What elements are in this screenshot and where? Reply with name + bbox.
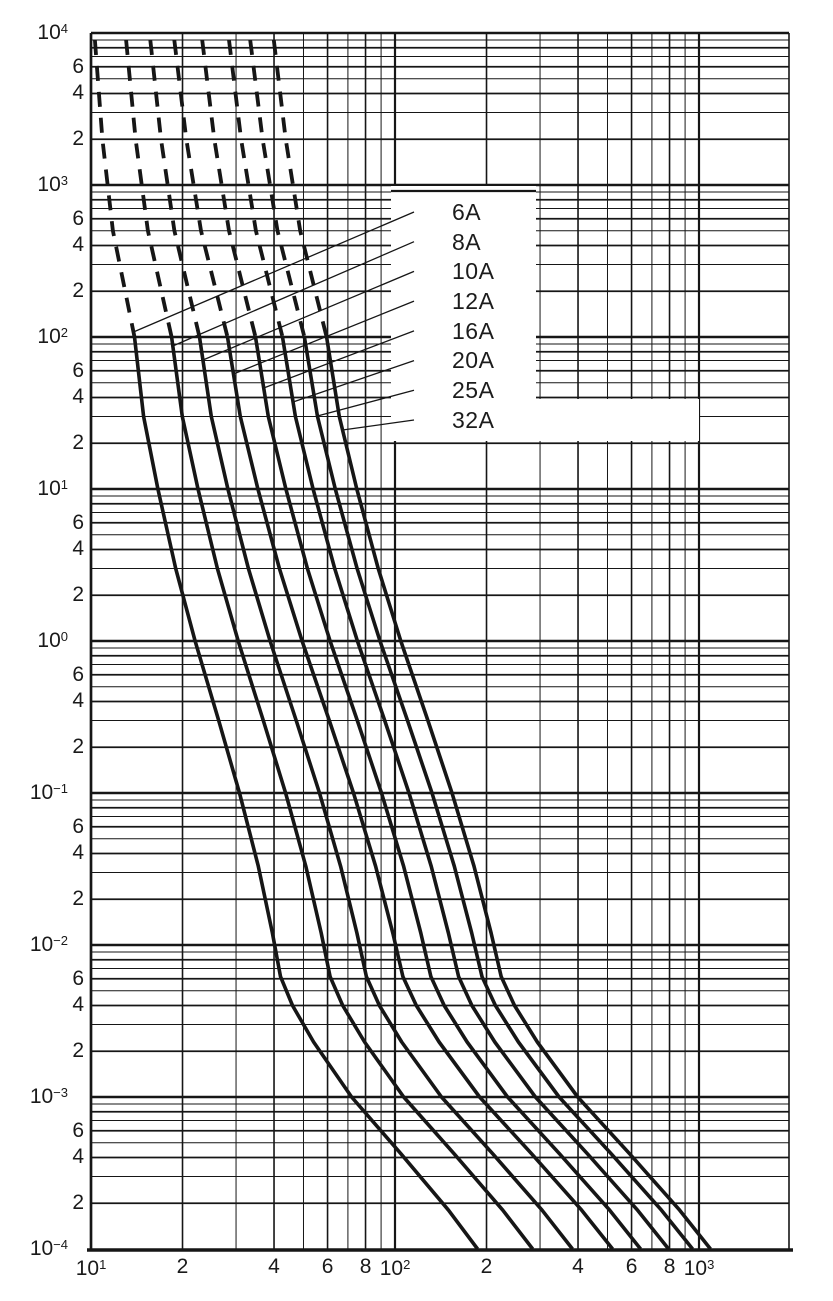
y-minor-label: 2 bbox=[72, 1039, 84, 1063]
y-minor-label: 2 bbox=[72, 735, 84, 759]
y-major-label-1e-4: $10^{-4}$ bbox=[29, 1237, 68, 1260]
legend-label-25a: 25A bbox=[452, 377, 495, 403]
curve-dashed-32A bbox=[274, 40, 327, 337]
curve-dashed-16A bbox=[202, 40, 255, 337]
legend-label-16a: 16A bbox=[452, 318, 495, 344]
x-minor-label: 6 bbox=[625, 1255, 638, 1278]
y-minor-label: 2 bbox=[72, 279, 84, 303]
y-minor-label: 6 bbox=[72, 662, 84, 686]
y-minor-label: 4 bbox=[72, 1145, 84, 1169]
legend-box bbox=[391, 186, 699, 441]
y-major-label-1e-2: $10^{-2}$ bbox=[29, 933, 68, 956]
y-minor-label: 4 bbox=[72, 385, 84, 409]
legend-label-10a: 10A bbox=[452, 258, 495, 284]
legend-label-32a: 32A bbox=[452, 407, 495, 433]
y-major-label-1e4: $10^4$ bbox=[37, 21, 68, 44]
y-major-label-1e2: $10^2$ bbox=[37, 325, 68, 348]
y-minor-label: 4 bbox=[72, 841, 84, 865]
y-major-label-1e1: $10^1$ bbox=[37, 477, 68, 500]
y-minor-label: 6 bbox=[72, 814, 84, 838]
x-minor-label: 6 bbox=[321, 1255, 334, 1278]
legend-label-6a: 6A bbox=[452, 199, 482, 225]
y-major-label-1e0: $10^0$ bbox=[37, 629, 68, 652]
y-major-label-1e-3: $10^{-3}$ bbox=[29, 1085, 68, 1108]
y-major-label-1e-1: $10^{-1}$ bbox=[29, 781, 68, 804]
y-minor-label: 2 bbox=[72, 583, 84, 607]
y-minor-label: 6 bbox=[72, 966, 84, 990]
y-minor-label: 2 bbox=[72, 127, 84, 151]
y-minor-label: 4 bbox=[72, 81, 84, 105]
y-major-label-1e3: $10^3$ bbox=[37, 173, 68, 196]
curve-dashed-8A bbox=[126, 40, 172, 337]
y-minor-label: 6 bbox=[72, 1118, 84, 1142]
leader-line-10A bbox=[203, 271, 414, 360]
y-minor-label: 4 bbox=[72, 993, 84, 1017]
x-minor-label: 2 bbox=[480, 1255, 493, 1278]
curve-dashed-6A bbox=[95, 40, 135, 337]
legend-label-8a: 8A bbox=[452, 229, 482, 255]
x-major-label-1e2: $10^2$ bbox=[379, 1257, 411, 1280]
y-minor-label: 4 bbox=[72, 689, 84, 713]
y-minor-label: 2 bbox=[72, 1191, 84, 1215]
x-minor-label: 4 bbox=[572, 1255, 584, 1278]
y-minor-label: 2 bbox=[72, 887, 84, 911]
x-minor-label: 8 bbox=[663, 1255, 676, 1278]
legend-label-20a: 20A bbox=[452, 347, 495, 373]
y-minor-label: 2 bbox=[72, 431, 84, 455]
y-minor-label: 4 bbox=[72, 537, 84, 561]
y-minor-label: 6 bbox=[72, 510, 84, 534]
y-minor-label: 6 bbox=[72, 358, 84, 382]
x-major-label-1e1: $10^1$ bbox=[75, 1257, 107, 1280]
legend-label-12a: 12A bbox=[452, 288, 495, 314]
y-minor-label: 6 bbox=[72, 206, 84, 230]
x-minor-label: 2 bbox=[176, 1255, 189, 1278]
x-minor-label: 4 bbox=[268, 1255, 280, 1278]
x-minor-label: 8 bbox=[359, 1255, 372, 1278]
y-minor-label: 4 bbox=[72, 233, 84, 257]
curve-dashed-10A bbox=[150, 40, 199, 337]
x-major-label-1e3: $10^3$ bbox=[683, 1257, 715, 1280]
y-minor-label: 6 bbox=[72, 54, 84, 78]
